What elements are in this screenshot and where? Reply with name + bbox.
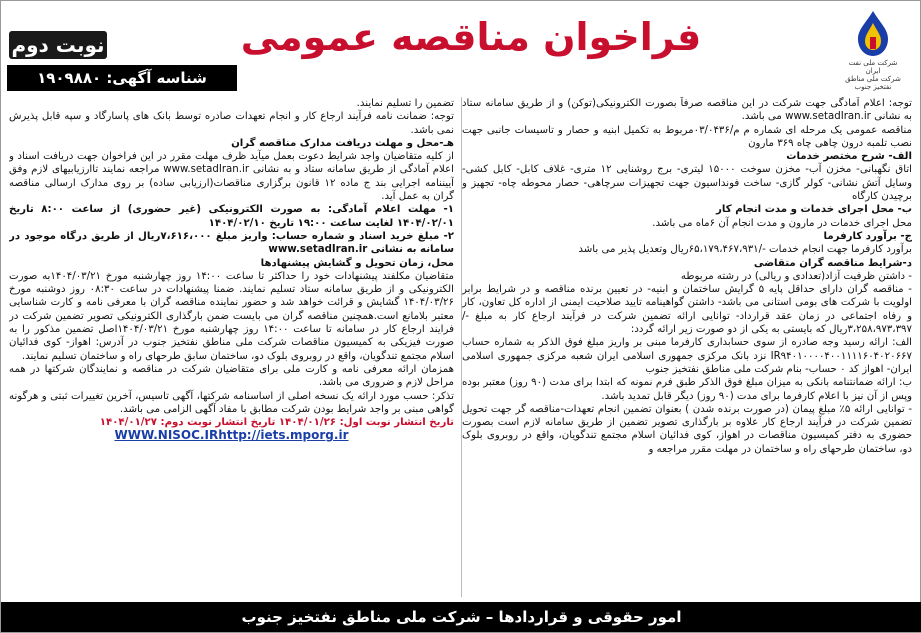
paragraph: - مناقصه گران دارای حداقل پایه ۵ گرایش ساختمان و ابنیه- در تعیین برنده مناقصه و در شرایط برابر اولویت با شرکت های بومی استانی می باشد- داشتن گواهینامه تایید صلاحیت ایمنی از اداره کل تعاون، کار و رفاه اجتماعی در زمان عقد قرارداد- توانایی ارائه تضمین شرکت در فرآیند ارجاع کار به مبلغ -/۳،۲۵۸،۹۷۳،۳۹۷ریال که بایستی به یکی از دو صورت زیر ارائه گردد: bbox=[462, 284, 912, 336]
paragraph: توجه: ضمانت نامه فرآیند ارجاع کار و انجام تعهدات صادره توسط بانک های پاسارگاد و سپه قابل پذیرش نمی باشد. bbox=[9, 111, 454, 136]
ad-id-badge: شناسه آگهی: ۱۹۰۹۸۸۰ bbox=[7, 65, 237, 91]
paragraph: از کلیه متقاضیان واجد شرایط دعوت بعمل میآید ظرف مهلت مقرر در این فراخوان جهت دریافت اسناد و اعلام آمادگی از طریق سامانه ستاد و به نشانی www.setadIran.ir مراجعه نمایند تاارزیابیهای لازم وفق آییننامه اجرایی بند ج ماده ۱۲ قانون برگزاری مناقصات(ارزیابی ساده) بر روی مدارک ارسالی مناقصه گران به عمل آید. bbox=[9, 151, 454, 203]
right-column bbox=[462, 97, 912, 456]
logo-line-2: شرکت ملی مناطق نفتخیز جنوب bbox=[845, 75, 901, 91]
left-column bbox=[9, 97, 454, 443]
paragraph: - داشتن ظرفیت آزاد(تعدادی و ریالی) در رشته مربوطه bbox=[680, 270, 912, 282]
paragraph: همزمان ارائه معرفی نامه و کارت ملی برای متقاضیان شرکت در مناقصه و نمایندگان شرکتها در همه مراحل لازم و ضروری می باشد. bbox=[9, 363, 454, 389]
section-heading: الف- شرح مختصر خدمات bbox=[786, 151, 912, 163]
column-divider bbox=[461, 97, 462, 597]
section-heading: د-شرایط مناقصه گران متقاضی bbox=[753, 257, 912, 269]
paragraph: اتاق نگهبانی- مخزن آب- مخزن سوخت ۱۵۰۰۰ لیتری- برج روشنایی ۱۲ متری- غلاف کابل- کابل کشی- وسایل آتش نشانی- کولر گازی- ساخت فونداسیون جهت تجهیزات سرچاهی- حصار محوطه چاه- تجهیز و برچیدن کارگاه bbox=[462, 164, 912, 203]
paragraph: الف: ارائه رسید وجه صادره از سوی حسابداری کارفرما مبنی بر واریز مبلغ فوق الذکر به شماره حساب IR۹۴۰۱۰۰۰۰۴۰۰۱۱۱۱۶۰۴۰۲۰۶۶۷ نزد بانک مرکزی جمهوری اسلامی ایران شعبه مرکزی جمهوری اسلامی ایران- اهواز کد ۰ حساب- بنام شرکت ملی مناطق نفتخیز جنوب bbox=[462, 337, 912, 375]
paragraph: تضمین را تسلیم نمایند. bbox=[356, 98, 454, 109]
paragraph: تذکر: حسب مورد ارائه یک نسخه اصلی از اساسنامه شرکتها، آگهی تاسیس، آخرین تغییرات ثبتی و هرگونه گواهی مبنی بر واجد شرایط بودن شرکت مطابق با مفاد آگهی الزامی می باشد. bbox=[9, 390, 454, 415]
section-heading: ۱- مهلت اعلام آمادگی: به صورت الکترونیکی (غیر حضوری) از ساعت ۸:۰۰ تاریخ ۱۴۰۴/۰۲/۰۱ لغایت ساعت ۱۹:۰۰ تاریخ ۱۴۰۴/۰۲/۱۰ bbox=[9, 204, 454, 229]
page-title: فراخوان مناقصه عمومی bbox=[240, 15, 702, 59]
paragraph: محل اجرای خدمات در مارون و مدت انجام آن ۶ماه می باشد. bbox=[652, 217, 912, 229]
footer-banner: امور حقوقی و قراردادها – شرکت ملی مناطق نفتخیز جنوب bbox=[1, 602, 921, 632]
paragraph: برآورد کارفرما جهت انجام خدمات -/۶۵،۱۷۹،۴۶۷،۹۳۱ریال وتعدیل پذیر می باشد bbox=[578, 244, 912, 256]
round-badge: نوبت دوم bbox=[9, 31, 107, 59]
section-heading: ب- محل اجرای خدمات و مدت انجام کار bbox=[716, 204, 912, 216]
section-heading: محل، زمان تحویل و گشایش پیشنهادها bbox=[260, 257, 454, 269]
section-heading: ج- برآورد کارفرما bbox=[823, 230, 912, 242]
section-heading: ۲- مبلغ خرید اسناد و شماره حساب: واریز مبلغ ۷،۶۱۶،۰۰۰ریال از طریق درگاه موجود در سامانه به نشانی www.setadIran.ir bbox=[9, 230, 454, 256]
publish-dates: تاریخ انتشار نوبت اول: ۱۴۰۴/۰۱/۲۶ تاریخ انتشار نوبت دوم: ۱۴۰۴/۰۱/۲۷ bbox=[99, 417, 454, 429]
oil-company-logo-icon bbox=[850, 9, 896, 59]
company-logo bbox=[842, 9, 904, 91]
header bbox=[1, 1, 921, 91]
paragraph: توجه: اعلام آمادگی جهت شرکت در این مناقصه صرفاً بصورت الکترونیکی(توکن) و از طریق سامانه ستاد به نشانی www.setadIran.ir می باشد. bbox=[462, 98, 912, 123]
website-link[interactable]: WWW.NISOC.IRhttp://iets.mporg.ir bbox=[114, 428, 349, 443]
logo-line-1: شرکت ملی نفت ایران bbox=[848, 59, 898, 75]
paragraph: مناقصه عمومی یک مرحله ای شماره م م/۰۳/۰۴۳۶مربوط به تکمیل ابنیه و حصار و تاسیسات جانبی جهت نصب تلمبه درون چاهی چاه ۳۶۹ مارون bbox=[462, 124, 912, 149]
section-heading: هـ-محل و مهلت دریافت مدارک مناقصه گران bbox=[231, 137, 454, 149]
paragraph: - توانایی ارائه ۵٪ مبلغ پیمان (در صورت برنده شدن ) بعنوان تضمین انجام تعهدات-مناقصه گر جهت تحویل تضمین شرکت در فرآیند ارجاع کار علاوه بر بارگذاری تصویر تضمین از طریق سامانه لازم است بصورت حضوری به دفتر کمیسیون مناقصات در اهواز، کوی فدائیان اسلام مجتمع تندگویان، واقع در روبروی بلوک دو، ساختمان طرحهای راه و ساختمان در مهلت مقرر مراجعه و bbox=[462, 403, 912, 455]
paragraph: متقاضیان مکلفند پیشنهادات خود را حداکثر تا ساعت ۱۴:۰۰ روز چهارشنبه مورخ ۱۴۰۴/۰۳/۲۱به صورت الکترونیکی و از طریق سامانه ستاد تسلیم نمایند. ضمنا پیشنهادات در ساعت ۰۸:۳۰ روز دوشنبه مورخ ۱۴۰۴/۰۳/۲۶ گشایش و قرائت خواهد شد و حضور نماینده مناقصه گران با معرفی نامه و کارت شناسایی معتبر بلامانع است.همچنین مناقصه گران می بایست ضمن بارگذاری الکترونیکی تصویر تضمین شرکت در فرایند ارجاع کار در سامانه تا ساعت ۱۴:۰۰ روز چهارشنبه مورخ ۱۴۰۴/۰۳/۲۱اصل تضمین مذکور را به صورت فیزیکی به کمیسیون مناقصات شرکت ملی مناطق نفتخیز جنوب در آدرس: اهواز- کوی فدائیان اسلام مجتمع تندگویان، واقع در روبروی بلوک دو، ساختمان سابق طرحهای راه و ساختمان تسلیم نمایند. bbox=[9, 270, 454, 362]
paragraph: ب: ارائه ضمانتنامه بانکی به میزان مبلغ فوق الذکر طبق فرم نمونه که ابتدا برای مدت (۹۰ روز) معتبر بوده وپس از آن نیز با اعلام کارفرما برای مدت (۹۰ روز) دیگر قابل تمدید باشد. bbox=[462, 377, 912, 402]
